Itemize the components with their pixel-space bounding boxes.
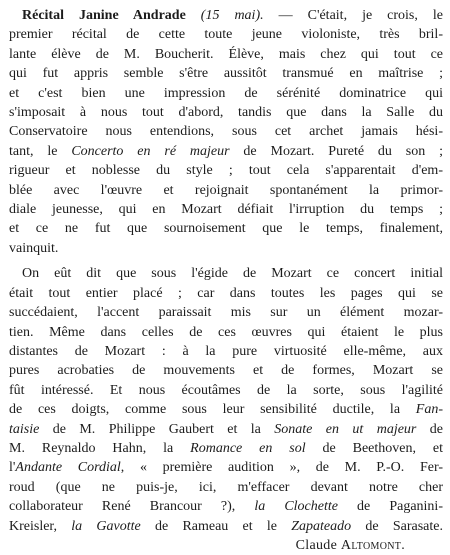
text-span: de Mozart. Pureté du son ; bbox=[229, 143, 443, 159]
recital-heading: Récital Janine Andrade bbox=[22, 8, 186, 23]
text-line: distantes de Mozart : à la pure virtuosité elle-même, aux bbox=[9, 343, 443, 359]
text-line bbox=[9, 420, 443, 439]
text-span: , « première audition », de M. P.-O. Fer- bbox=[120, 460, 443, 476]
text-line: diale jeunesse, qui en Mozart défiait l'irruption du temps ; bbox=[9, 202, 443, 218]
text-line bbox=[9, 497, 443, 516]
text-line: lante élève de M. Boucherit. Élève, mais chez qui tout ce bbox=[9, 46, 443, 62]
text-span: — C'était, je crois, le bbox=[263, 8, 443, 23]
text-line: fût intéressé. Et nous écoutâmes de la sorte, sous l'agilité bbox=[9, 382, 443, 398]
author-first-name: Claude bbox=[295, 537, 338, 553]
text-span: de Rameau et le bbox=[140, 518, 292, 534]
work-title: Concerto en ré majeur bbox=[71, 143, 230, 159]
text-line: On eût dit que sous l'égide de Mozart ce concert initial bbox=[22, 266, 443, 282]
text-line: s'imposait à nous tout d'abord, tandis que dans la Salle du bbox=[9, 105, 443, 121]
text-line: blée avec l'œuvre et rejoignait spontanément la primor- bbox=[9, 182, 443, 198]
text-line: Conservatoire nous entendions, sous cet archet jamais hési- bbox=[9, 124, 443, 140]
author-last-name: Altomont. bbox=[340, 537, 405, 553]
text-line: tien. Même dans celles de ces œuvres qui étaient le plus bbox=[9, 324, 443, 340]
text-line bbox=[9, 142, 443, 161]
paragraph-1 bbox=[9, 6, 443, 258]
text-line: roud (que ne puis-je, ici, m'effacer devant notre cher bbox=[9, 479, 443, 495]
text-span: de ces doigts, comme sous leur sensibilité ductile, la bbox=[9, 402, 416, 418]
text-line: et c'est bien une impression de sérénité dominatrice qui bbox=[9, 85, 443, 101]
text-span: l' bbox=[9, 460, 16, 476]
work-title: Fan- bbox=[415, 402, 443, 418]
recital-date: (15 mai). bbox=[200, 8, 264, 23]
work-title: Sonate en ut majeur bbox=[274, 421, 417, 437]
text-span: tant, le bbox=[9, 143, 72, 159]
text-span: de Beethoven, et bbox=[305, 440, 444, 456]
work-title: la Gavotte bbox=[71, 518, 141, 534]
text-span: M. Reynaldo Hahn, la bbox=[9, 440, 191, 456]
text-line: pures acrobaties de mouvements et de formes, Mozart se bbox=[9, 363, 443, 379]
text-span: de Sarasate. bbox=[351, 518, 443, 534]
text-line bbox=[9, 439, 443, 458]
work-title: taisie bbox=[9, 421, 40, 437]
work-title: la Clochette bbox=[254, 499, 338, 515]
text-span: Kreisler, bbox=[9, 518, 72, 534]
text-line: qui fut appris semble s'être aussitôt transmué en maîtrise ; bbox=[9, 66, 443, 82]
text-line: succédaient, l'accent paraissait mis sur un élément mozar- bbox=[9, 305, 443, 321]
text-line bbox=[9, 458, 443, 477]
text-span: collaborateur René Brancour ?), bbox=[9, 499, 255, 515]
text-line: premier récital de cette toute jeune violoniste, très bril- bbox=[9, 27, 443, 43]
paragraph-2 bbox=[9, 264, 443, 536]
text-line: vainquit. bbox=[9, 240, 59, 256]
text-line bbox=[9, 6, 443, 25]
work-title: Andante Cordial bbox=[15, 460, 121, 476]
text-line bbox=[9, 400, 443, 419]
work-title: Zapateado bbox=[291, 518, 352, 534]
work-title: Romance en sol bbox=[190, 440, 306, 456]
author-signature bbox=[9, 536, 443, 555]
text-span: de Paganini- bbox=[337, 499, 443, 515]
text-line bbox=[9, 517, 443, 536]
text-span: de M. Philippe Gaubert et la bbox=[39, 421, 275, 437]
text-line: rigueur et noblesse du style ; tout cela s'apparentait d'em- bbox=[9, 163, 443, 179]
text-line: et ce ne fut que sournoisement que le temps, finalement, bbox=[9, 221, 443, 237]
text-span: de bbox=[416, 421, 443, 437]
text-line: était tout entier placé ; car dans toutes les pages qui se bbox=[9, 285, 443, 301]
